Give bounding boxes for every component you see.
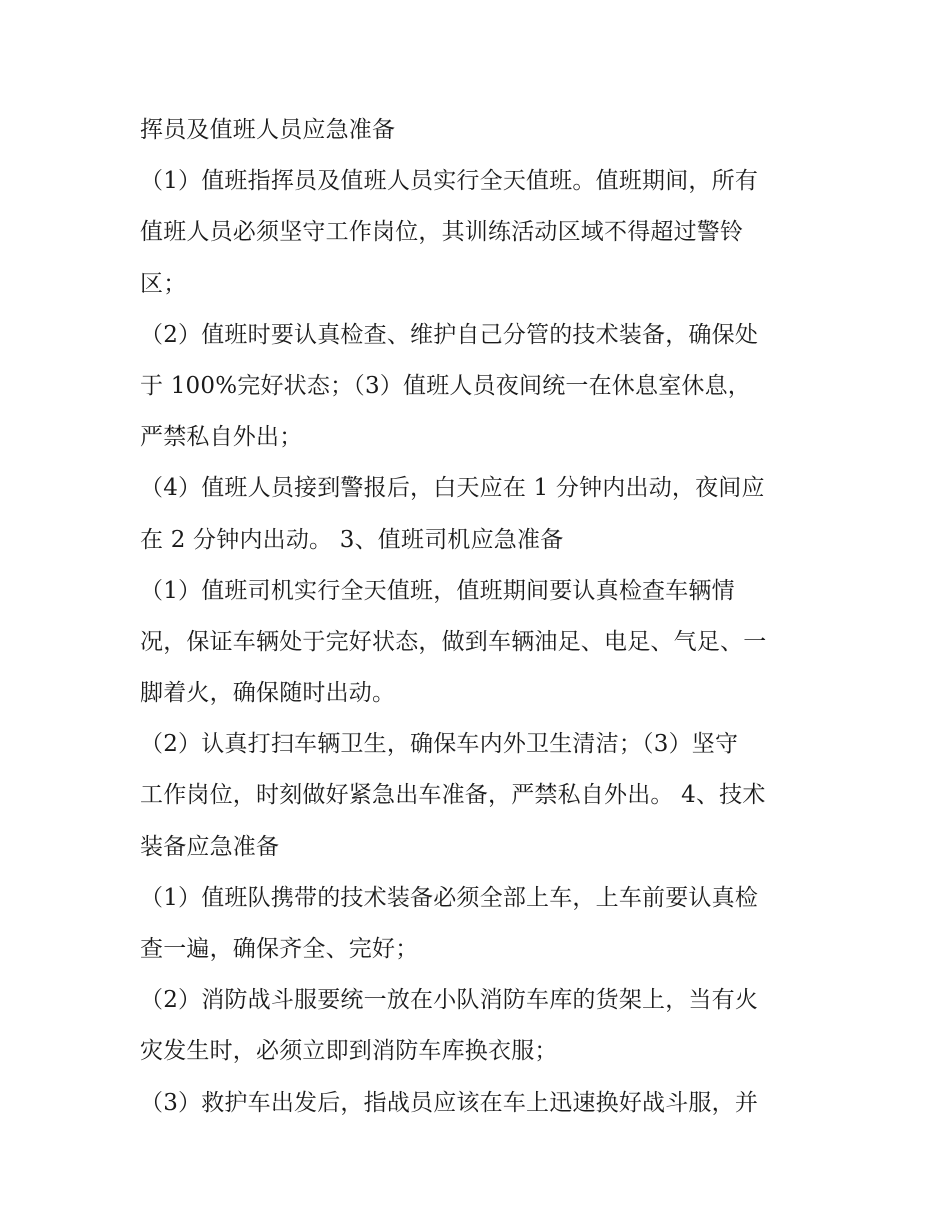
text-line: 装备应急准备 [140, 833, 280, 860]
text-line: 挥员及值班人员应急准备 [140, 117, 396, 143]
text-line: （3）救护车出发后，指战员应该在车上迅速换好战斗服，并 [140, 1089, 759, 1116]
text-line: 查一遍，确保齐全、完好； [140, 936, 419, 962]
text-line: 值班人员必须坚守工作岗位，其训练活动区域不得超过警铃 [140, 219, 744, 246]
text-line: （2）认真打扫车辆卫生，确保车内外卫生清洁；（3）坚守 [140, 731, 739, 758]
text-line: （1）值班队携带的技术装备必须全部上车，上车前要认真检 [140, 884, 759, 911]
text-line: 严禁私自外出； [140, 424, 303, 451]
text-line: 区； [140, 270, 187, 297]
text-line: 于 100%完好状态；（3）值班人员夜间统一在休息室休息， [140, 372, 751, 399]
text-line: （2）值班时要认真检查、维护自己分管的技术装备，确保处 [140, 321, 759, 348]
text-line: （2）消防战斗服要统一放在小队消防车库的货架上，当有火 [140, 987, 759, 1014]
text-line: 工作岗位，时刻做好紧急出车准备，严禁私自外出。 4、技术 [140, 782, 766, 809]
text-line: 在 2 分钟内出动。 3、值班司机应急准备 [140, 526, 564, 553]
text-line: （1）值班司机实行全天值班，值班期间要认真检查车辆情 [140, 577, 735, 604]
text-line: （1）值班指挥员及值班人员实行全天值班。值班期间，所有 [140, 168, 759, 195]
text-line: 脚着火，确保随时出动。 [140, 680, 396, 707]
text-line: 况，保证车辆处于完好状态，做到车辆油足、电足、气足、一 [140, 628, 767, 655]
text-line: （4）值班人员接到警报后，白天应在 1 分钟内出动，夜间应 [140, 475, 765, 502]
document-body [140, 110, 830, 1134]
text-line: 灾发生时，必须立即到消防车库换衣服； [140, 1038, 558, 1065]
